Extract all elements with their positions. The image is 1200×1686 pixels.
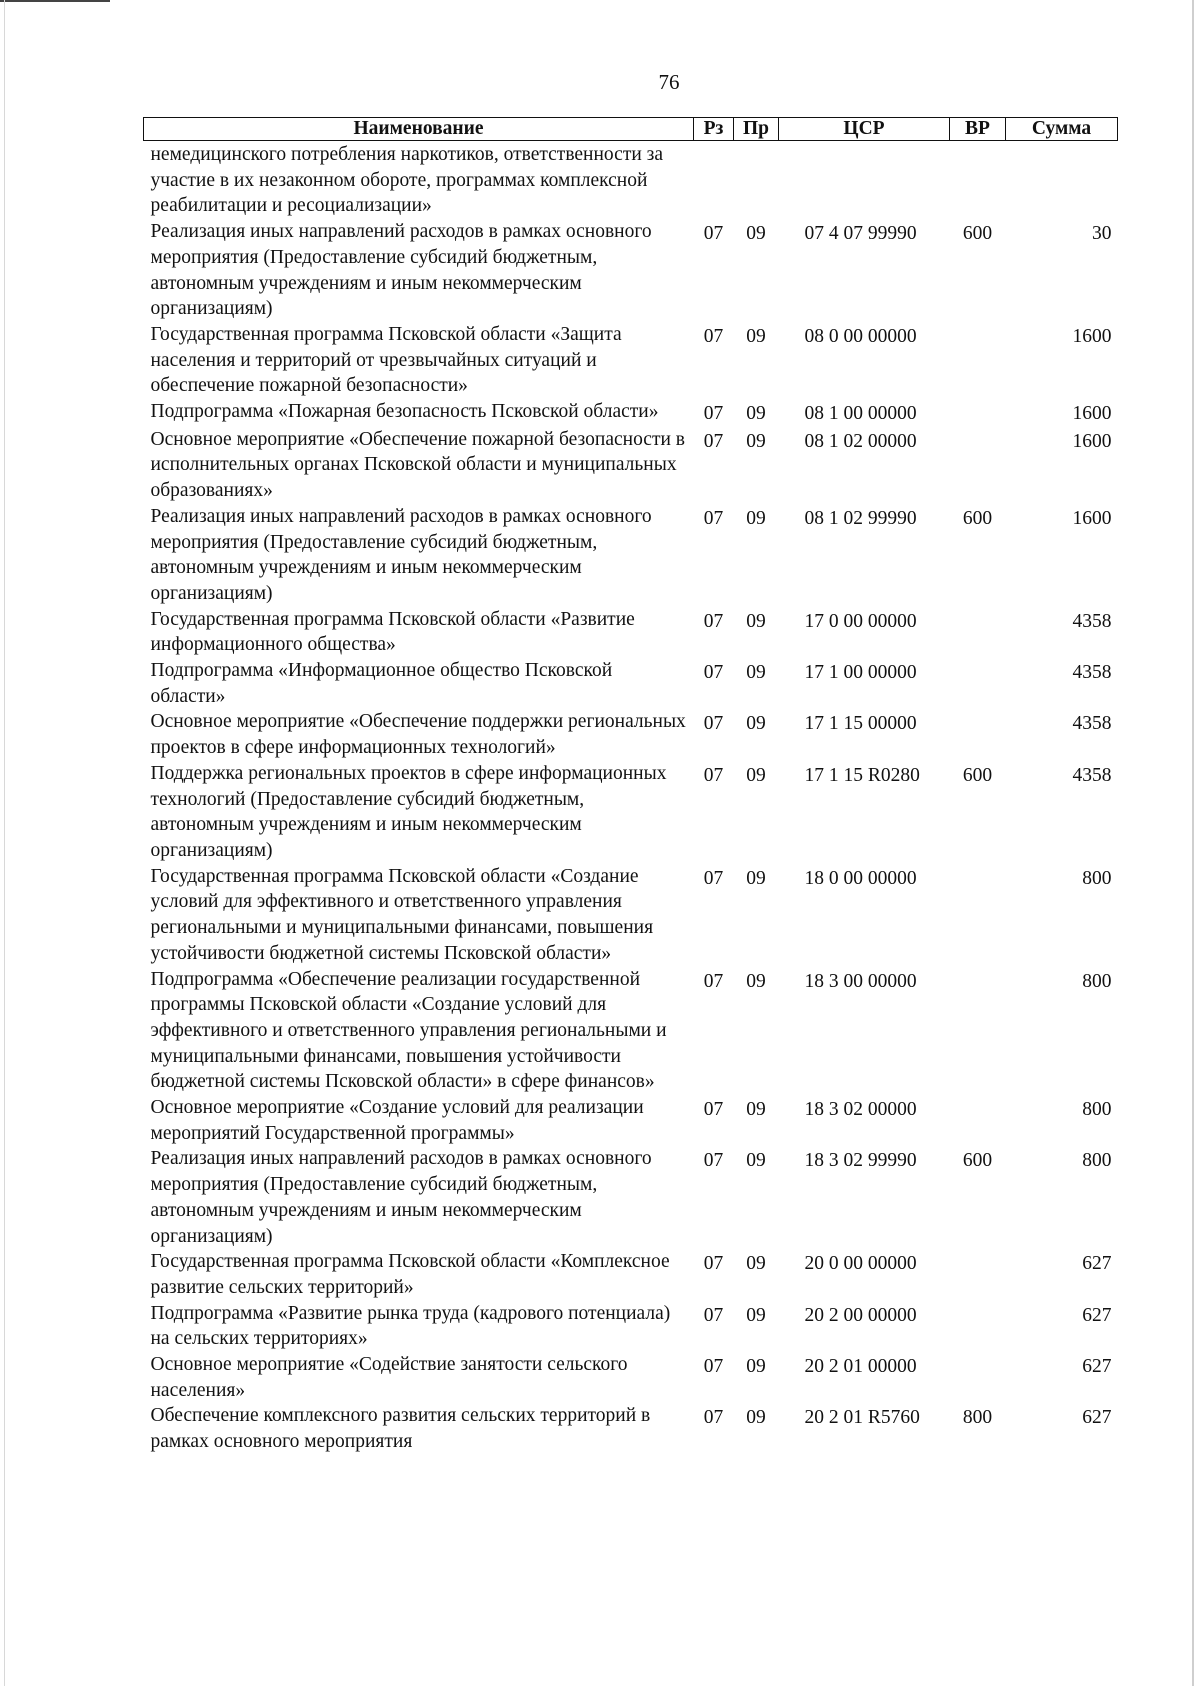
row-rz-cell: 07	[703, 1099, 724, 1121]
row-name-cell: Подпрограмма «Информационное общество Псковской области»	[150, 660, 613, 707]
table-row	[144, 322, 1118, 399]
table-row	[144, 709, 1118, 760]
row-pr-cell: 09	[746, 1304, 766, 1326]
row-csr-cell	[779, 141, 950, 220]
table-row	[144, 1146, 1118, 1249]
row-sum-cell: 627	[1082, 1356, 1112, 1378]
row-rz-cell: 07	[703, 970, 724, 992]
row-name-cell: Основное мероприятие «Обеспечение поддержки региональных проектов в сфере информационных технологий»	[150, 711, 686, 759]
table-row	[144, 504, 1118, 607]
row-name-cell: Государственная программа Псковской области «Развитие информационного общества»	[150, 608, 635, 656]
row-csr-cell: 08 1 00 00000	[804, 403, 917, 425]
header-name: Наименование	[144, 118, 694, 141]
budget-table	[143, 117, 1118, 1455]
table-row	[144, 658, 1118, 709]
header-vr: ВР	[950, 118, 1006, 141]
row-pr-cell: 09	[746, 764, 766, 786]
row-name-cell: Подпрограмма «Пожарная безопасность Псковской области»	[150, 401, 659, 423]
row-sum-cell: 1600	[1072, 325, 1112, 347]
row-rz-cell: 07	[703, 430, 724, 452]
table-row	[144, 761, 1118, 864]
row-rz-cell: 07	[703, 1407, 724, 1429]
row-csr-cell: 18 3 02 00000	[804, 1099, 917, 1121]
row-name-cell: Подпрограмма «Обеспечение реализации государственной программы Псковской области «Создание условий для эффективного и ответственного управления региональными и муниципальными финансами, повышения устойчивости бюджетной системы Псковской области» в сфере финансов»	[150, 968, 667, 1093]
row-name-cell: Государственная программа Псковской области «Создание условий для эффективного и ответственного управления региональными и муниципальными финансами, повышения устойчивости бюджетной системы Псковской области»	[150, 865, 654, 964]
row-vr-cell	[950, 967, 1006, 1096]
row-sum-cell: 30	[1092, 223, 1112, 245]
scan-edge-left	[4, 0, 5, 1686]
row-pr-cell: 09	[746, 1099, 766, 1121]
row-vr-cell	[950, 1301, 1006, 1352]
row-csr-cell: 08 1 02 00000	[804, 430, 917, 452]
row-vr-cell: 600	[962, 507, 993, 529]
row-rz-cell: 07	[703, 507, 724, 529]
row-name-cell: Государственная программа Псковской области «Комплексное развитие сельских территорий»	[150, 1251, 670, 1298]
row-name-cell: Поддержка региональных проектов в сфере информационных технологий (Предоставление субсидий бюджетным, автономным учреждениям и иным некоммерческим организациям)	[150, 762, 667, 861]
row-rz-cell: 07	[703, 325, 724, 347]
row-vr-cell: 800	[962, 1407, 993, 1429]
row-pr-cell: 09	[746, 970, 766, 992]
row-csr-cell: 20 2 00 00000	[804, 1304, 917, 1326]
row-csr-cell: 20 2 01 R5760	[804, 1407, 920, 1429]
row-pr-cell: 09	[746, 223, 766, 245]
table-row	[144, 1301, 1118, 1352]
row-pr-cell	[734, 141, 779, 220]
row-rz-cell: 07	[703, 1150, 724, 1172]
row-name-cell: Основное мероприятие «Создание условий для реализации мероприятий Государственной программы»	[150, 1097, 644, 1144]
row-csr-cell: 17 1 00 00000	[804, 662, 917, 684]
row-sum-cell: 1600	[1072, 403, 1112, 425]
header-rz: Рз	[694, 118, 734, 141]
row-sum-cell: 800	[1082, 867, 1112, 889]
row-vr-cell	[950, 864, 1006, 967]
row-pr-cell: 09	[746, 325, 766, 347]
row-csr-cell: 18 0 00 00000	[804, 867, 917, 889]
row-sum-cell: 627	[1082, 1304, 1112, 1326]
row-vr-cell	[950, 1249, 1006, 1300]
row-rz-cell: 07	[703, 662, 724, 684]
table-header	[144, 118, 1118, 141]
row-sum-cell: 627	[1082, 1253, 1112, 1275]
row-sum-cell: 4358	[1072, 610, 1112, 632]
row-pr-cell: 09	[746, 1150, 766, 1172]
table-row	[144, 1403, 1118, 1454]
header-csr: ЦСР	[779, 118, 950, 141]
row-vr-cell	[950, 322, 1006, 399]
row-pr-cell: 09	[746, 662, 766, 684]
table-row	[144, 967, 1118, 1096]
row-pr-cell: 09	[746, 1356, 766, 1378]
row-csr-cell: 17 1 15 00000	[804, 713, 917, 735]
row-name-cell: Государственная программа Псковской области «Защита населения и территорий от чрезвычайных ситуаций и обеспечение пожарной безопасности»	[150, 323, 622, 397]
row-name-cell: Основное мероприятие «Содействие занятости сельского населения»	[150, 1354, 628, 1401]
row-vr-cell	[950, 607, 1006, 658]
row-rz-cell: 07	[703, 764, 724, 786]
row-name-cell: Реализация иных направлений расходов в рамках основного мероприятия (Предоставление субсидий бюджетным, автономным учреждениям и иным некоммерческим организациям)	[150, 221, 652, 320]
row-name-cell: Реализация иных направлений расходов в рамках основного мероприятия (Предоставление субсидий бюджетным, автономным учреждениям и иным некоммерческим организациям)	[150, 1148, 652, 1247]
row-vr-cell	[950, 658, 1006, 709]
row-rz-cell: 07	[703, 403, 724, 425]
row-sum-cell: 4358	[1072, 764, 1112, 786]
row-csr-cell: 17 1 15 R0280	[804, 764, 920, 786]
row-sum-cell: 627	[1082, 1407, 1112, 1429]
row-vr-cell: 600	[962, 223, 993, 245]
row-sum-cell: 4358	[1072, 662, 1112, 684]
row-vr-cell: 600	[962, 764, 993, 786]
row-sum-cell: 800	[1082, 1150, 1112, 1172]
row-name-cell: Основное мероприятие «Обеспечение пожарной безопасности в исполнительных органах Псковской области и муниципальных образованиях»	[150, 428, 685, 502]
table-row	[144, 219, 1118, 322]
row-vr-cell: 600	[962, 1150, 993, 1172]
table-row	[144, 607, 1118, 658]
row-pr-cell: 09	[746, 610, 766, 632]
row-rz-cell: 07	[703, 1304, 724, 1326]
row-pr-cell: 09	[746, 430, 766, 452]
table-row	[144, 864, 1118, 967]
scan-edge-right	[1192, 0, 1194, 1686]
row-csr-cell: 18 3 02 99990	[804, 1150, 917, 1172]
table-row	[144, 1249, 1118, 1300]
row-name-cell: немедицинского потребления наркотиков, ответственности за участие в их незаконном обороте, программах комплексной реабилитации и ресоциализации»	[150, 144, 664, 217]
row-sum-cell: 800	[1082, 1099, 1112, 1121]
row-rz-cell: 07	[703, 867, 724, 889]
row-vr-cell	[950, 399, 1006, 427]
row-vr-cell	[950, 141, 1006, 220]
row-rz-cell	[694, 141, 734, 220]
row-name-cell: Подпрограмма «Развитие рынка труда (кадрового потенциала) на сельских территориях»	[150, 1302, 671, 1350]
row-csr-cell: 20 0 00 00000	[804, 1253, 917, 1275]
page-number: 76	[658, 70, 680, 94]
row-pr-cell: 09	[746, 713, 766, 735]
table-row	[144, 141, 1118, 220]
row-csr-cell: 18 3 00 00000	[804, 970, 917, 992]
row-pr-cell: 09	[746, 403, 766, 425]
row-rz-cell: 07	[703, 223, 724, 245]
row-csr-cell: 20 2 01 00000	[804, 1356, 917, 1378]
row-pr-cell: 09	[746, 867, 766, 889]
row-rz-cell: 07	[703, 1253, 724, 1275]
row-sum-cell: 800	[1082, 970, 1112, 992]
scan-corner-mark	[0, 0, 110, 2]
row-pr-cell: 09	[746, 507, 766, 529]
row-vr-cell	[950, 709, 1006, 760]
row-csr-cell: 08 1 02 99990	[804, 507, 917, 529]
row-rz-cell: 07	[703, 713, 724, 735]
row-csr-cell: 08 0 00 00000	[804, 325, 917, 347]
header-sum: Сумма	[1006, 118, 1118, 141]
row-vr-cell	[950, 1095, 1006, 1146]
row-rz-cell: 07	[703, 1356, 724, 1378]
row-csr-cell: 07 4 07 99990	[804, 223, 917, 245]
table-row	[144, 1095, 1118, 1146]
row-vr-cell	[950, 1352, 1006, 1403]
table-row	[144, 399, 1118, 427]
table-body	[144, 141, 1118, 1455]
table-row	[144, 427, 1118, 504]
row-sum-cell	[1006, 141, 1118, 220]
row-sum-cell: 1600	[1072, 430, 1112, 452]
row-sum-cell: 4358	[1072, 713, 1112, 735]
header-pr: Пр	[734, 118, 779, 141]
table-row	[144, 1352, 1118, 1403]
row-sum-cell: 1600	[1072, 507, 1112, 529]
row-csr-cell: 17 0 00 00000	[804, 610, 917, 632]
row-name-cell: Реализация иных направлений расходов в рамках основного мероприятия (Предоставление субсидий бюджетным, автономным учреждениям и иным некоммерческим организациям)	[150, 505, 652, 604]
row-name-cell: Обеспечение комплексного развития сельских территорий в рамках основного мероприятия	[150, 1405, 651, 1453]
row-pr-cell: 09	[746, 1407, 766, 1429]
row-vr-cell	[950, 427, 1006, 504]
row-pr-cell: 09	[746, 1253, 766, 1275]
row-rz-cell: 07	[703, 610, 724, 632]
